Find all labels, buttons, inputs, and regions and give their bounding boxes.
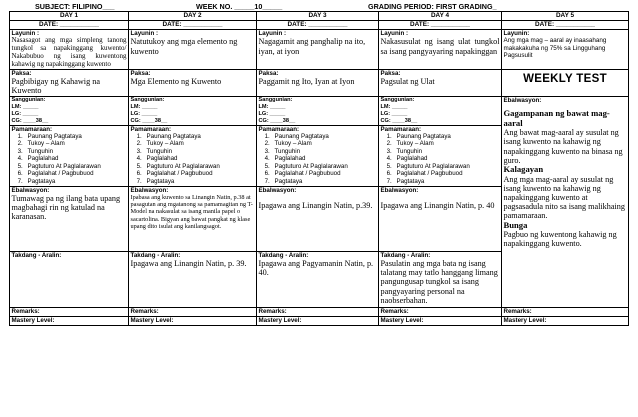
gagampanan-heading: Gagampanan ng bawat mag-aaral — [503, 108, 610, 128]
mastery-cell: Mastery Level: — [379, 316, 502, 325]
date-cell: DATE: ___________ — [502, 21, 629, 30]
list-item: 5. Pagtuturo At Paglalarawan — [394, 163, 500, 170]
lg-line: LG: _____ — [258, 110, 286, 117]
remarks-cell: Remarks: — [10, 307, 129, 316]
sanggunian-row — [10, 96, 629, 125]
pamamaraan-list — [12, 133, 127, 185]
paksa-label: Paksa: — [380, 69, 401, 77]
lg-line: LG: _____ — [380, 110, 408, 117]
list-item: 5. Pagtuturo At Paglalarawan — [272, 163, 377, 170]
takdang-cell-day2 — [129, 251, 257, 307]
date-cell: DATE: ___________ — [379, 21, 502, 30]
sanggunian-label: Sanggunian: — [11, 96, 46, 103]
layunin-label: Layunin : — [11, 30, 39, 37]
layunin-label: Layunin : — [130, 30, 158, 37]
mastery-cell: Mastery Level: — [257, 316, 379, 325]
layunin-label: Layunin: — [503, 30, 530, 37]
ebalwasyon-label: Ebalwasyon: — [258, 186, 297, 194]
pamamaraan-cell-day4 — [379, 125, 502, 186]
list-item: 5. Pagtuturo At Paglalarawan — [144, 163, 255, 170]
pamamaraan-list — [259, 133, 377, 185]
paksa-cell-day5 — [502, 69, 629, 96]
layunin-label: Layunin : — [258, 30, 286, 37]
mastery-cell: Mastery Level: — [502, 316, 629, 325]
subject-label: SUBJECT: FILIPINO___ — [35, 2, 115, 11]
list-item: 4. Paglalahad — [394, 155, 500, 162]
remarks-cell: Remarks: — [379, 307, 502, 316]
list-item: 2. Tukoy – Alam — [144, 140, 255, 147]
day-1-header: DAY 1 — [10, 12, 129, 21]
kalagayan-text: Ang mga mag-aaral ay susulat ng isang kuwento na kahawig ng napakinggang kuwento at pagsasadula nito sa isang malikhaing pamamaraan. — [503, 174, 625, 221]
gagampanan-text: Ang bawat mag-aaral ay susulat ng isang kuwento na kahawig ng napakinggang kuwento na binasa ng guro. — [503, 128, 623, 165]
pamamaraan-list — [131, 133, 255, 185]
ebalwasyon-text: Tumawag pa ng ilang bata upang magbahagi rin ng katulad na karanasan. — [11, 193, 121, 222]
lg-line: LG: _____ — [11, 110, 39, 117]
paksa-row — [10, 69, 629, 96]
ebalwasyon-label: Ebalwasyon: — [380, 186, 419, 194]
sanggunian-cell-day3 — [257, 96, 379, 125]
list-item: 3. Tunguhin — [25, 148, 127, 155]
lm-line: LM: _____ — [380, 103, 408, 110]
list-item: 7. Pagtataya — [25, 178, 127, 185]
list-item: 1. Paunang Pagtataya — [394, 133, 500, 140]
ebalwasyon-label: Ebalwasyon: — [11, 186, 50, 194]
list-item: 7. Pagtataya — [394, 178, 500, 185]
takdang-cell-day1 — [10, 251, 129, 307]
week-label: WEEK NO. _____10_____ — [196, 2, 283, 11]
pamamaraan-label: Pamamaraan: — [258, 125, 300, 133]
sanggunian-cell-day1 — [10, 96, 129, 125]
cg-line: CG: ____38__ — [258, 117, 296, 124]
paksa-label: Paksa: — [258, 69, 279, 77]
remarks-cell: Remarks: — [129, 307, 257, 316]
pamamaraan-cell-day1 — [10, 125, 129, 186]
pamamaraan-label: Pamamaraan: — [130, 125, 172, 133]
cg-line: CG: ____38__ — [11, 117, 49, 124]
lm-line: LM: _____ — [258, 103, 286, 110]
paksa-text: Pagbibigay ng Kahawig na Kuwento — [11, 77, 100, 96]
paksa-cell-day1 — [10, 69, 129, 96]
layunin-text: Natutukoy ang mga elemento ng kuwento — [130, 37, 238, 56]
layunin-row — [10, 30, 629, 70]
list-item: 2. Tukoy – Alam — [272, 140, 377, 147]
lg-line: LG: _____ — [130, 110, 158, 117]
paksa-cell-day3 — [257, 69, 379, 96]
remarks-cell: Remarks: — [257, 307, 379, 316]
paksa-cell-day2 — [129, 69, 257, 96]
weekly-test-label: WEEKLY TEST — [523, 72, 607, 85]
list-item: 3. Tunguhin — [272, 148, 377, 155]
ebalwasyon-label: Ebalwasyon: — [503, 96, 542, 104]
list-item: 1. Paunang Pagtataya — [272, 133, 377, 140]
day-3-header: DAY 3 — [257, 12, 379, 21]
sanggunian-label: Sanggunian: — [380, 96, 415, 103]
date-cell: DATE: ___________ — [10, 21, 129, 30]
date-cell: DATE: ___________ — [257, 21, 379, 30]
list-item: 1. Paunang Pagtataya — [25, 133, 127, 140]
layunin-label: Layunin : — [380, 30, 408, 37]
takdang-label: Takdang - Aralin: — [258, 251, 309, 259]
takdang-cell-day4 — [379, 251, 502, 307]
ebalwasyon-label: Ebalwasyon: — [130, 186, 169, 194]
list-item: 2. Tukoy – Alam — [394, 140, 500, 147]
list-item: 2. Tukoy – Alam — [25, 140, 127, 147]
lm-line: LM: _____ — [11, 103, 39, 110]
paksa-text: Mga Elemento ng Kuwento — [130, 77, 222, 87]
takdang-text: Pasulatin ang mga bata ng isang talatang may tatlo hanggang limang pangungusap tungkol sa isang pangyayaring personal na naobserbahan. — [380, 258, 498, 305]
paksa-label: Paksa: — [130, 69, 151, 77]
paksa-label: Paksa: — [11, 69, 32, 77]
list-item: 6. Paglalahat / Pagbubuod — [25, 170, 127, 177]
takdang-text: Ipagawa ang Pagyamanin Natin, p. 40. — [258, 258, 374, 278]
mastery-cell: Mastery Level: — [129, 316, 257, 325]
sanggunian-cell-day4 — [379, 96, 502, 125]
pamamaraan-cell-day3 — [257, 125, 379, 186]
cg-line: CG: ____38__ — [130, 117, 168, 124]
layunin-text: Nakasusulat ng isang ulat tungkol sa isang pangyayaring napakinggan — [380, 37, 500, 56]
sanggunian-label: Sanggunian: — [130, 96, 165, 103]
pamamaraan-cell-day2 — [129, 125, 257, 186]
layunin-text: Nagagamit ang panghalip na ito, iyan, at iyon — [258, 37, 366, 56]
day-5-header: DAY 5 — [502, 12, 629, 21]
list-item: 5. Pagtuturo At Paglalarawan — [25, 163, 127, 170]
list-item: 4. Paglalahad — [144, 155, 255, 162]
layunin-cell-day5 — [502, 30, 629, 70]
layunin-text: Ang mga mag – aaral ay inaasahang makakakuha ng 75% sa Lingguhang Pagsusulit — [503, 37, 607, 60]
ebalwasyon-cell-day1 — [10, 186, 129, 251]
pamamaraan-label: Pamamaraan: — [380, 125, 422, 133]
sanggunian-label: Sanggunian: — [258, 96, 293, 103]
lesson-plan-table — [9, 11, 629, 326]
takdang-text: Ipagawa ang Linangin Natin, p. 39. — [130, 258, 247, 268]
pamamaraan-list — [381, 133, 500, 185]
takdang-label: Takdang - Aralin: — [380, 251, 431, 259]
layunin-cell-day3 — [257, 30, 379, 70]
day5-ebalwasyon-cell — [502, 96, 629, 307]
layunin-cell-day4 — [379, 30, 502, 70]
ebalwasyon-cell-day3 — [257, 186, 379, 251]
takdang-label: Takdang - Aralin: — [130, 251, 181, 259]
bunga-text: Pagbuo ng kuwentong kahawig ng napakinggang kuwento. — [503, 230, 617, 249]
list-item: 3. Tunguhin — [144, 148, 255, 155]
list-item: 3. Tunguhin — [394, 148, 500, 155]
cg-line: CG: ____38__ — [380, 117, 418, 124]
day-header-row — [10, 12, 629, 21]
bunga-heading: Bunga — [503, 219, 528, 230]
list-item: 7. Pagtataya — [144, 178, 255, 185]
ebalwasyon-text: Ipagawa ang Linangin Natin, p. 40 — [380, 200, 495, 210]
takdang-cell-day3 — [257, 251, 379, 307]
ebalwasyon-text: Ipagawa ang Linangin Natin, p.39. — [258, 200, 373, 210]
layunin-cell-day2 — [129, 30, 257, 70]
ebalwasyon-cell-day4 — [379, 186, 502, 251]
mastery-level-row — [10, 316, 629, 325]
list-item: 4. Paglalahad — [272, 155, 377, 162]
paksa-cell-day4 — [379, 69, 502, 96]
ebalwasyon-text: Ipabasa ang kuwento sa Linangin Natin, p.38 at pasagutan ang mgatanong sa pamamagitan ng T-Model na nakasulat sa isang manila papel o sacartolina. Bigyan ang bawat pangkat ng klase upang dito isulat ang kanilangsagot. — [130, 193, 253, 230]
remarks-cell: Remarks: — [502, 307, 629, 316]
list-item: 7. Pagtataya — [272, 178, 377, 185]
mastery-cell: Mastery Level: — [10, 316, 129, 325]
layunin-text: Nasasagot ang mga simpleng tanong tungkol sa napakinggang kuwento/ Nakabubuo ng isang kuwentong kahawig ng napakinggang kuwento — [11, 36, 127, 68]
list-item: 4. Paglalahad — [25, 155, 127, 162]
list-item: 6. Paglalahat / Pagbubuod — [272, 170, 377, 177]
takdang-label: Takdang - Aralin: — [11, 251, 62, 259]
grading-period-label: GRADING PERIOD: FIRST GRADING_ — [368, 2, 497, 11]
date-row — [10, 21, 629, 30]
list-item: 1. Paunang Pagtataya — [144, 133, 255, 140]
day-2-header: DAY 2 — [129, 12, 257, 21]
day-4-header: DAY 4 — [379, 12, 502, 21]
kalagayan-heading: Kalagayan — [503, 164, 544, 174]
paksa-text: Pagsulat ng Ulat — [380, 77, 435, 87]
paksa-text: Paggamit ng Ito, Iyan at Iyon — [258, 77, 355, 87]
list-item: 6. Paglalahat / Pagbubuod — [394, 170, 500, 177]
ebalwasyon-cell-day2 — [129, 186, 257, 251]
lm-line: LM: _____ — [130, 103, 158, 110]
remarks-row — [10, 307, 629, 316]
layunin-cell-day1 — [10, 30, 129, 70]
list-item: 6. Paglalahat / Pagbubuod — [144, 170, 255, 177]
pamamaraan-label: Pamamaraan: — [11, 125, 53, 133]
date-cell: DATE: ___________ — [129, 21, 257, 30]
sanggunian-cell-day2 — [129, 96, 257, 125]
